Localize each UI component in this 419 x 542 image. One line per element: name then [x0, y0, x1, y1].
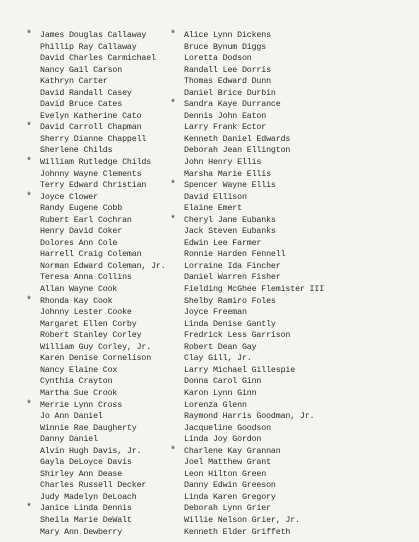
name-entry: [170, 469, 380, 481]
name-text: Teresa Anna Collins: [40, 273, 132, 283]
name-text: Fielding McGhee Flemister III: [184, 285, 325, 295]
name-entry: [170, 180, 380, 192]
name-text: Larry Michael Gillespie: [184, 365, 296, 375]
name-entry: [170, 353, 380, 365]
name-entry: [170, 296, 380, 308]
name-text: Alvin Hugh Davis, Jr.: [40, 446, 142, 456]
name-entry: [170, 434, 380, 446]
name-text: Nancy Gail Carson: [40, 65, 123, 75]
name-entry: [170, 122, 380, 134]
name-text: Thomas Edward Dunn: [184, 77, 271, 87]
name-text: David Bruce Cates: [40, 100, 123, 110]
name-text: Daniel Brice Durbin: [184, 88, 276, 98]
asterisk-mark: *: [26, 399, 32, 411]
name-text: Gayla DeLoyce Davis: [40, 458, 132, 468]
name-entry: [170, 88, 380, 100]
name-entry: [170, 376, 380, 388]
name-text: Randall Lee Dorris: [184, 65, 271, 75]
name-entry: [170, 111, 380, 123]
asterisk-mark: *: [170, 30, 176, 41]
name-text: Clay Gill, Jr.: [184, 354, 252, 364]
asterisk-mark: *: [26, 295, 32, 307]
name-text: William Guy Corley, Jr.: [40, 342, 152, 352]
name-entry: [170, 145, 380, 157]
asterisk-mark: *: [170, 445, 176, 457]
name-entry: [170, 527, 380, 539]
asterisk-mark: *: [26, 503, 32, 515]
name-entry: [170, 342, 380, 354]
name-text: David Charles Carmichael: [40, 54, 156, 64]
name-text: Sandra Kaye Durrance: [184, 100, 281, 110]
name-text: Kathryn Carter: [40, 77, 108, 87]
name-text: Rhonda Kay Cook: [40, 296, 113, 306]
name-text: Jo Ann Daniel: [40, 412, 103, 422]
name-text: Rubert Earl Cochran: [40, 215, 132, 225]
name-text: Marsha Marie Ellis: [184, 169, 271, 179]
name-entry: [170, 42, 380, 54]
name-text: Henry David Coker: [40, 227, 123, 237]
name-text: Kenneth Elder Griffeth: [184, 527, 291, 537]
name-text: Linda Denise Gantly: [184, 319, 276, 329]
name-text: Harrell Craig Coleman: [40, 250, 142, 260]
name-entry: [170, 30, 380, 42]
asterisk-mark: *: [170, 214, 176, 226]
name-entry: [170, 215, 380, 227]
name-text: Joyce Clower: [40, 192, 98, 202]
name-entry: [170, 319, 380, 331]
name-text: Fredrick Less Garrison: [184, 331, 291, 341]
name-text: Johnny Wayne Clements: [40, 169, 142, 179]
name-text: Leon Hilton Green: [184, 469, 267, 479]
name-text: Danny Daniel: [40, 435, 98, 445]
name-text: Joel Matthew Grant: [184, 458, 271, 468]
name-entry: [170, 65, 380, 77]
name-text: Karon Lynn Ginn: [184, 388, 257, 398]
name-text: John Henry Ellis: [184, 158, 262, 168]
name-entry: [170, 261, 380, 273]
name-entry: [170, 169, 380, 181]
asterisk-mark: *: [26, 30, 32, 41]
name-entry: [170, 203, 380, 215]
name-text: Danny Edwin Greeson: [184, 481, 276, 491]
name-entry: [170, 272, 380, 284]
name-text: Linda Karen Gregory: [184, 492, 276, 502]
name-text: Shelby Ramiro Foles: [184, 296, 276, 306]
name-text: Karen Denise Cornelison: [40, 354, 152, 364]
name-text: Jacqueline Goodson: [184, 423, 271, 433]
asterisk-mark: *: [26, 122, 32, 134]
name-text: Winnie Rae Daugherty: [40, 423, 137, 433]
name-text: Joyce Freeman: [184, 308, 247, 318]
name-entry: [170, 423, 380, 435]
name-text: Norman Edward Coleman, Jr.: [40, 261, 166, 271]
name-text: Elaine Emert: [184, 204, 242, 214]
name-entry: [170, 388, 380, 400]
name-entry: [170, 330, 380, 342]
name-entry: [170, 134, 380, 146]
name-text: Merrie Lynn Cross: [40, 400, 123, 410]
name-text: David Carroll Chapman: [40, 123, 142, 133]
name-text: David Randall Casey: [40, 88, 132, 98]
right-name-column: [170, 30, 380, 538]
name-text: James Douglas Callaway: [40, 31, 147, 40]
name-text: Donna Carol Ginn: [184, 377, 262, 387]
name-text: Phillip Ray Callaway: [40, 42, 137, 52]
name-entry: [170, 457, 380, 469]
name-text: Mary Ann Dewberry: [40, 527, 123, 537]
name-text: Johnny Lester Cooke: [40, 308, 132, 318]
name-entry: [170, 226, 380, 238]
name-entry: [170, 480, 380, 492]
name-text: Robert Dean Gay: [184, 342, 257, 352]
name-text: Bruce Bynum Diggs: [184, 42, 267, 52]
name-entry: [170, 400, 380, 412]
name-text: Charles Russell Decker: [40, 481, 147, 491]
name-text: Dennis John Eaton: [184, 111, 267, 121]
name-entry: [170, 99, 380, 111]
name-entry: [170, 53, 380, 65]
asterisk-mark: *: [26, 191, 32, 203]
name-text: Allan Wayne Cook: [40, 285, 118, 295]
name-text: Sheila Marie DeWalt: [40, 515, 132, 525]
name-entry: [170, 515, 380, 527]
asterisk-mark: *: [170, 180, 176, 192]
name-entry: [170, 503, 380, 515]
name-entry: [170, 238, 380, 250]
name-text: Daniel Warren Fisher: [184, 273, 281, 283]
name-text: Lorraine Ida Fincher: [184, 261, 281, 271]
name-entry: [170, 492, 380, 504]
name-text: Spencer Wayne Ellis: [184, 181, 276, 191]
name-text: Terry Edward Christian: [40, 181, 147, 191]
name-text: Randy Eugene Cobb: [40, 204, 123, 214]
name-entry: [170, 157, 380, 169]
name-text: Cheryl Jane Eubanks: [184, 215, 276, 225]
name-entry: [170, 192, 380, 204]
name-text: Deborah Jean Ellington: [184, 146, 291, 156]
name-entry: [170, 307, 380, 319]
name-text: Alice Lynn Dickens: [184, 31, 271, 40]
name-text: Martha Sue Crook: [40, 388, 118, 398]
name-text: Sherry Dianne Chappell: [40, 134, 147, 144]
name-text: Lorenza Glenn: [184, 400, 247, 410]
name-text: Charlene Kay Grannan: [184, 446, 281, 456]
asterisk-mark: *: [26, 157, 32, 169]
name-text: Dolores Ann Cole: [40, 238, 118, 248]
name-entry: [170, 446, 380, 458]
name-text: Janice Linda Dennis: [40, 504, 132, 514]
name-text: David Ellison: [184, 192, 247, 202]
name-text: Linda Joy Gordon: [184, 435, 262, 445]
name-text: Jack Steven Eubanks: [184, 227, 276, 237]
name-text: Deborah Lynn Grier: [184, 504, 271, 514]
name-text: William Rutledge Childs: [40, 158, 152, 168]
name-text: Edwin Lee Farmer: [184, 238, 262, 248]
name-entry: [170, 411, 380, 423]
name-text: Evelyn Katherine Cato: [40, 111, 142, 121]
name-text: Robert Stanley Corley: [40, 331, 142, 341]
name-text: Cynthia Crayton: [40, 377, 113, 387]
asterisk-mark: *: [170, 99, 176, 111]
name-text: Larry Frank Ector: [184, 123, 267, 133]
name-text: Raymond Harris Goodman, Jr.: [184, 412, 315, 422]
name-entry: [170, 365, 380, 377]
name-text: Sherlene Childs: [40, 146, 113, 156]
name-entry: [170, 284, 380, 296]
name-text: Kenneth Daniel Edwards: [184, 134, 291, 144]
name-entry: [170, 76, 380, 88]
name-text: Shirley Ann Dease: [40, 469, 123, 479]
name-text: Willie Nelson Grier, Jr.: [184, 515, 300, 525]
name-text: Ronnie Harden Fennell: [184, 250, 286, 260]
name-text: Margaret Ellen Corby: [40, 319, 137, 329]
name-text: Loretta Dodson: [184, 54, 252, 64]
name-entry: [170, 249, 380, 261]
name-text: Nancy Elaine Cox: [40, 365, 118, 375]
name-text: Judy Madelyn DeLoach: [40, 492, 137, 502]
